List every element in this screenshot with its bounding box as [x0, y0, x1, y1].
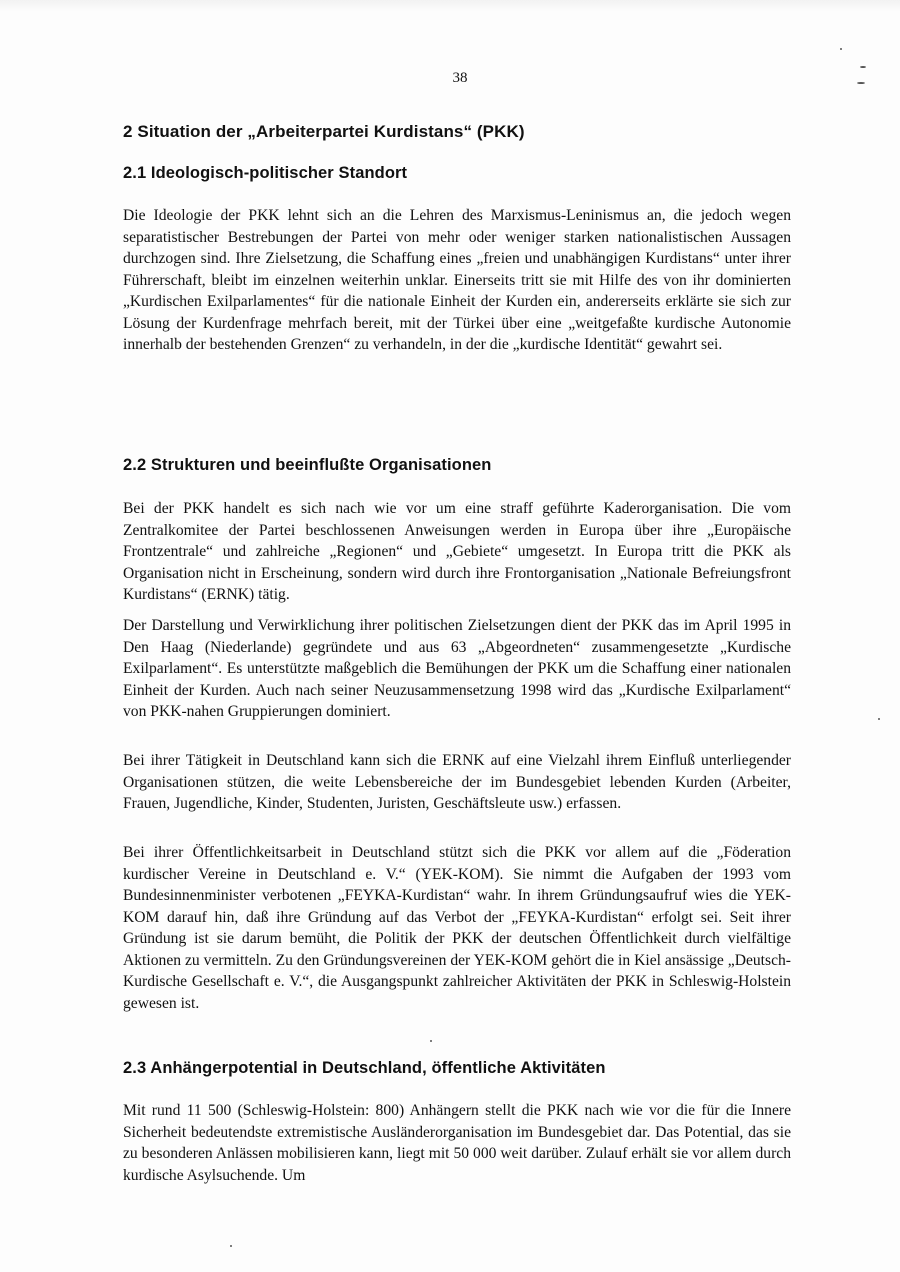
paragraph-ideology: Die Ideologie der PKK lehnt sich an die Lehren des Marxismus-Leninismus an, die jedoch wegen separatistischer Bestrebungen der Partei von mehr oder weniger starken nationalistischen Aussagen durchzogen sind. Ihre Zielsetzung, die Schaffung eines „freien und unabhängigen Kurdistans“ unter ihrer Führerschaft, bleibt im einzelnen weiterhin unklar. Einerseits tritt sie mit Hilfe des von ihr dominierten „Kurdischen Exilparlamentes“ für die nationale Einheit der Kurden ein, andererseits erklärte sie sich zur Lösung der Kurdenfrage mehrfach bereit, mit der Türkei über eine „weitgefaßte kurdische Autonomie innerhalb der bestehenden Grenzen“ zu verhandeln, in der die „kurdische Identität“ gewahrt sei.: [123, 207, 791, 353]
scan-speck: [860, 66, 866, 68]
scan-speck: [430, 1040, 432, 1042]
paragraph-ernk-activity: Bei ihrer Tätigkeit in Deutschland kann sich die ERNK auf eine Vielzahl ihrem Einfluß unterliegender Organisationen stützen, die weite Lebensbereiche der im Bundesgebiet lebenden Kurden (Arbeiter, Frauen, Jugendliche, Kinder, Studenten, Juristen, Geschäftsleute usw.) erfassen.: [123, 752, 791, 812]
scan-speck: [840, 48, 842, 50]
scan-speck: [230, 1245, 232, 1247]
paragraph-supporter-potential: Mit rund 11 500 (Schleswig-Holstein: 800) Anhängern stellt die PKK nach wie vor die für die Innere Sicherheit bedeutendste extremistische Ausländerorganisation im Bundesgebiet dar. Das Potential, das sie zu besonderen Anlässen mobilisieren kann, liegt mit 50 000 weit darüber. Zulauf erhält sie vor allem durch kurdische Asylsuchende. Um: [123, 1102, 791, 1184]
section-heading-2-3: 2.3 Anhängerpotential in Deutschland, öffentliche Aktivitäten: [123, 1059, 606, 1077]
section-heading-2-1: 2.1 Ideologisch-politischer Standort: [123, 164, 408, 182]
scan-edge: [0, 0, 900, 12]
paragraph-exile-parliament: Der Darstellung und Verwirklichung ihrer politischen Zielsetzungen dient der PKK das im April 1995 in Den Haag (Niederlande) gegründete und aus 63 „Abgeordneten“ zusammengesetzte „Kurdische Exilparlament“. Es unterstützte maßgeblich die Bemühungen der PKK um die Schaffung einer nationalen Einheit der Kurden. Auch nach seiner Neuzusammensetzung 1998 wird das „Kurdische Exilparlament“ von PKK-nahen Gruppierungen dominiert.: [123, 617, 791, 720]
scan-speck: [878, 718, 880, 720]
chapter-heading: 2 Situation der „Arbeiterpartei Kurdistans“ (PKK): [123, 122, 525, 141]
section-heading-2-2: 2.2 Strukturen und beeinflußte Organisationen: [123, 456, 492, 474]
paragraph-yek-kom: Bei ihrer Öffentlichkeitsarbeit in Deutschland stützt sich die PKK vor allem auf die „Föderation kurdischer Vereine in Deutschland e. V.“ (YEK-KOM). Sie nimmt die Aufgaben der 1993 vom Bundesinnenminister verbotenen „FEYKA-Kurdistan“ wahr. In ihrem Gründungsaufruf wies die YEK-KOM darauf hin, daß ihre Gründung auf das Verbot der „FEYKA-Kurdistan“ erfolgt sei. Seit ihrer Gründung ist sie darum bemüht, die Politik der PKK der deutschen Öffentlichkeit durch vielfältige Aktionen zu vermitteln. Zu den Gründungsvereinen der YEK-KOM gehört die in Kiel ansässige „Deutsch-Kurdische Gesellschaft e. V.“, die Ausgangspunkt zahlreicher Aktivitäten der PKK in Schleswig-Holstein gewesen ist.: [123, 844, 791, 1012]
page-number: 38: [452, 70, 468, 86]
paragraph-cadre-organisation: Bei der PKK handelt es sich nach wie vor um eine straff geführte Kaderorganisation. Die vom Zentralkomitee der Partei beschlossenen Anweisungen werden in Europa über ihre „Europäische Frontzentrale“ und zahlreiche „Regionen“ und „Gebiete“ umgesetzt. In Europa tritt die PKK als Organisation nicht in Erscheinung, sondern wird durch ihre Frontorganisation „Nationale Befreiungsfront Kurdistans“ (ERNK) tätig.: [123, 500, 791, 603]
scan-speck: [857, 82, 865, 84]
